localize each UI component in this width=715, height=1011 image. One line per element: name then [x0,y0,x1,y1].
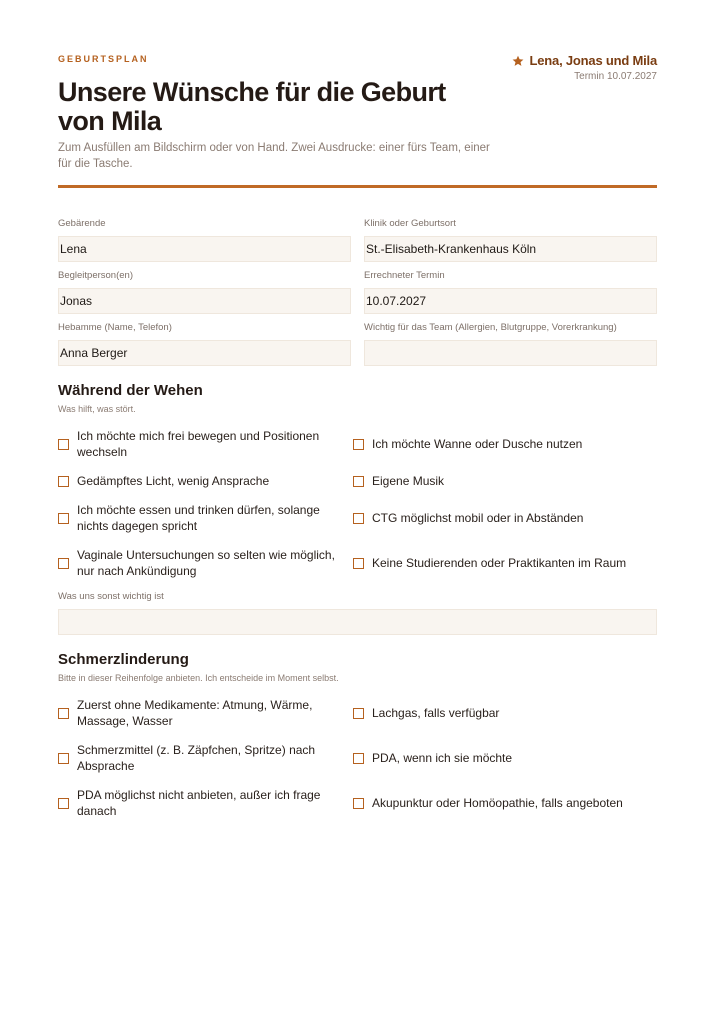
family-header [512,53,657,82]
labor-option[interactable] [58,502,348,534]
pain-relief-option[interactable] [353,787,643,819]
labor-notes-field[interactable] [58,609,657,635]
birthing-person-field[interactable]: Lena [58,236,351,262]
section-title-labor: Während der Wehen [58,382,203,399]
clinic-field[interactable]: St.-Elisabeth-Krankenhaus Köln [364,236,657,262]
checkbox[interactable] [58,708,69,719]
header-divider [58,185,657,188]
option-label: Lachgas, falls verfügbar [372,706,500,720]
labor-option[interactable] [353,428,643,460]
checkbox[interactable] [58,513,69,524]
labor-option[interactable] [58,428,348,460]
star-icon [512,55,524,67]
field-label-team-notes: Wichtig für das Team (Allergien, Blutgruppe, Vorerkrankung) [364,322,617,333]
labor-option[interactable] [58,547,348,579]
companion-field[interactable]: Jonas [58,288,351,314]
labor-option[interactable] [353,547,643,579]
field-label-due-date: Errechneter Termin [364,270,445,281]
checkbox[interactable] [58,439,69,450]
checkbox[interactable] [58,798,69,809]
birth-plan-page [58,0,657,1011]
option-label: Akupunktur oder Homöopathie, falls angeboten [372,796,623,810]
checkbox[interactable] [353,753,364,764]
checkbox[interactable] [58,476,69,487]
labor-option[interactable] [58,473,348,489]
pain-relief-option[interactable] [353,697,643,729]
pain-relief-option[interactable] [58,787,348,819]
labor-notes-label: Was uns sonst wichtig ist [58,591,164,602]
checkbox[interactable] [353,798,364,809]
document-eyebrow: GEBURTSPLAN [58,54,149,64]
option-label: Ich möchte Wanne oder Dusche nutzen [372,437,583,451]
page-title: Unsere Wünsche für die Geburt von Mila [58,77,446,136]
field-label-clinic: Klinik oder Geburtsort [364,218,456,229]
pain-relief-option[interactable] [58,697,348,729]
due-date-field[interactable]: 10.07.2027 [364,288,657,314]
option-label: CTG möglichst mobil oder in Abständen [372,511,584,525]
option-label: PDA möglichst nicht anbieten, außer ich frage danach [77,788,321,818]
option-label: Eigene Musik [372,474,445,488]
option-label: PDA, wenn ich sie möchte [372,751,513,765]
option-label: Ich möchte essen und trinken dürfen, solange nichts dagegen spricht [77,503,320,533]
pain-relief-option[interactable] [353,742,643,774]
checkbox[interactable] [353,513,364,524]
checkbox[interactable] [353,558,364,569]
checkbox[interactable] [353,476,364,487]
labor-option[interactable] [353,473,643,489]
option-label: Ich möchte mich frei bewegen und Positionen wechseln [77,429,320,459]
midwife-field[interactable]: Anna Berger [58,340,351,366]
labor-option[interactable] [353,502,643,534]
option-label: Zuerst ohne Medikamente: Atmung, Wärme, Massage, Wasser [77,698,313,728]
option-label: Keine Studierenden oder Praktikanten im Raum [372,556,627,570]
pain-relief-option[interactable] [58,742,348,774]
option-label: Gedämpftes Licht, wenig Ansprache [77,474,270,488]
section-subtitle-pain-relief: Bitte in dieser Reihenfolge anbieten. Ich entscheide im Moment selbst. [58,673,339,683]
field-label-companion: Begleitperson(en) [58,270,133,281]
family-names: Lena, Jonas und Mila [529,53,657,68]
option-label: Schmerzmittel (z. B. Zäpfchen, Spritze) nach Absprache [77,743,316,773]
section-title-pain-relief: Schmerzlinderung [58,651,189,668]
checkbox[interactable] [353,708,364,719]
checkbox[interactable] [58,753,69,764]
page-subtitle: Zum Ausfüllen am Bildschirm oder von Hand. Zwei Ausdrucke: einer fürs Team, einer für die Tasche. [58,142,490,170]
checkbox[interactable] [58,558,69,569]
team-notes-field[interactable] [364,340,657,366]
checkbox[interactable] [353,439,364,450]
due-date-line: Termin 10.07.2027 [574,71,657,82]
field-label-birthing-person: Gebärende [58,218,106,229]
option-label: Vaginale Untersuchungen so selten wie möglich, nur nach Ankündigung [77,548,335,578]
field-label-midwife: Hebamme (Name, Telefon) [58,322,172,333]
section-subtitle-labor: Was hilft, was stört. [58,404,136,414]
